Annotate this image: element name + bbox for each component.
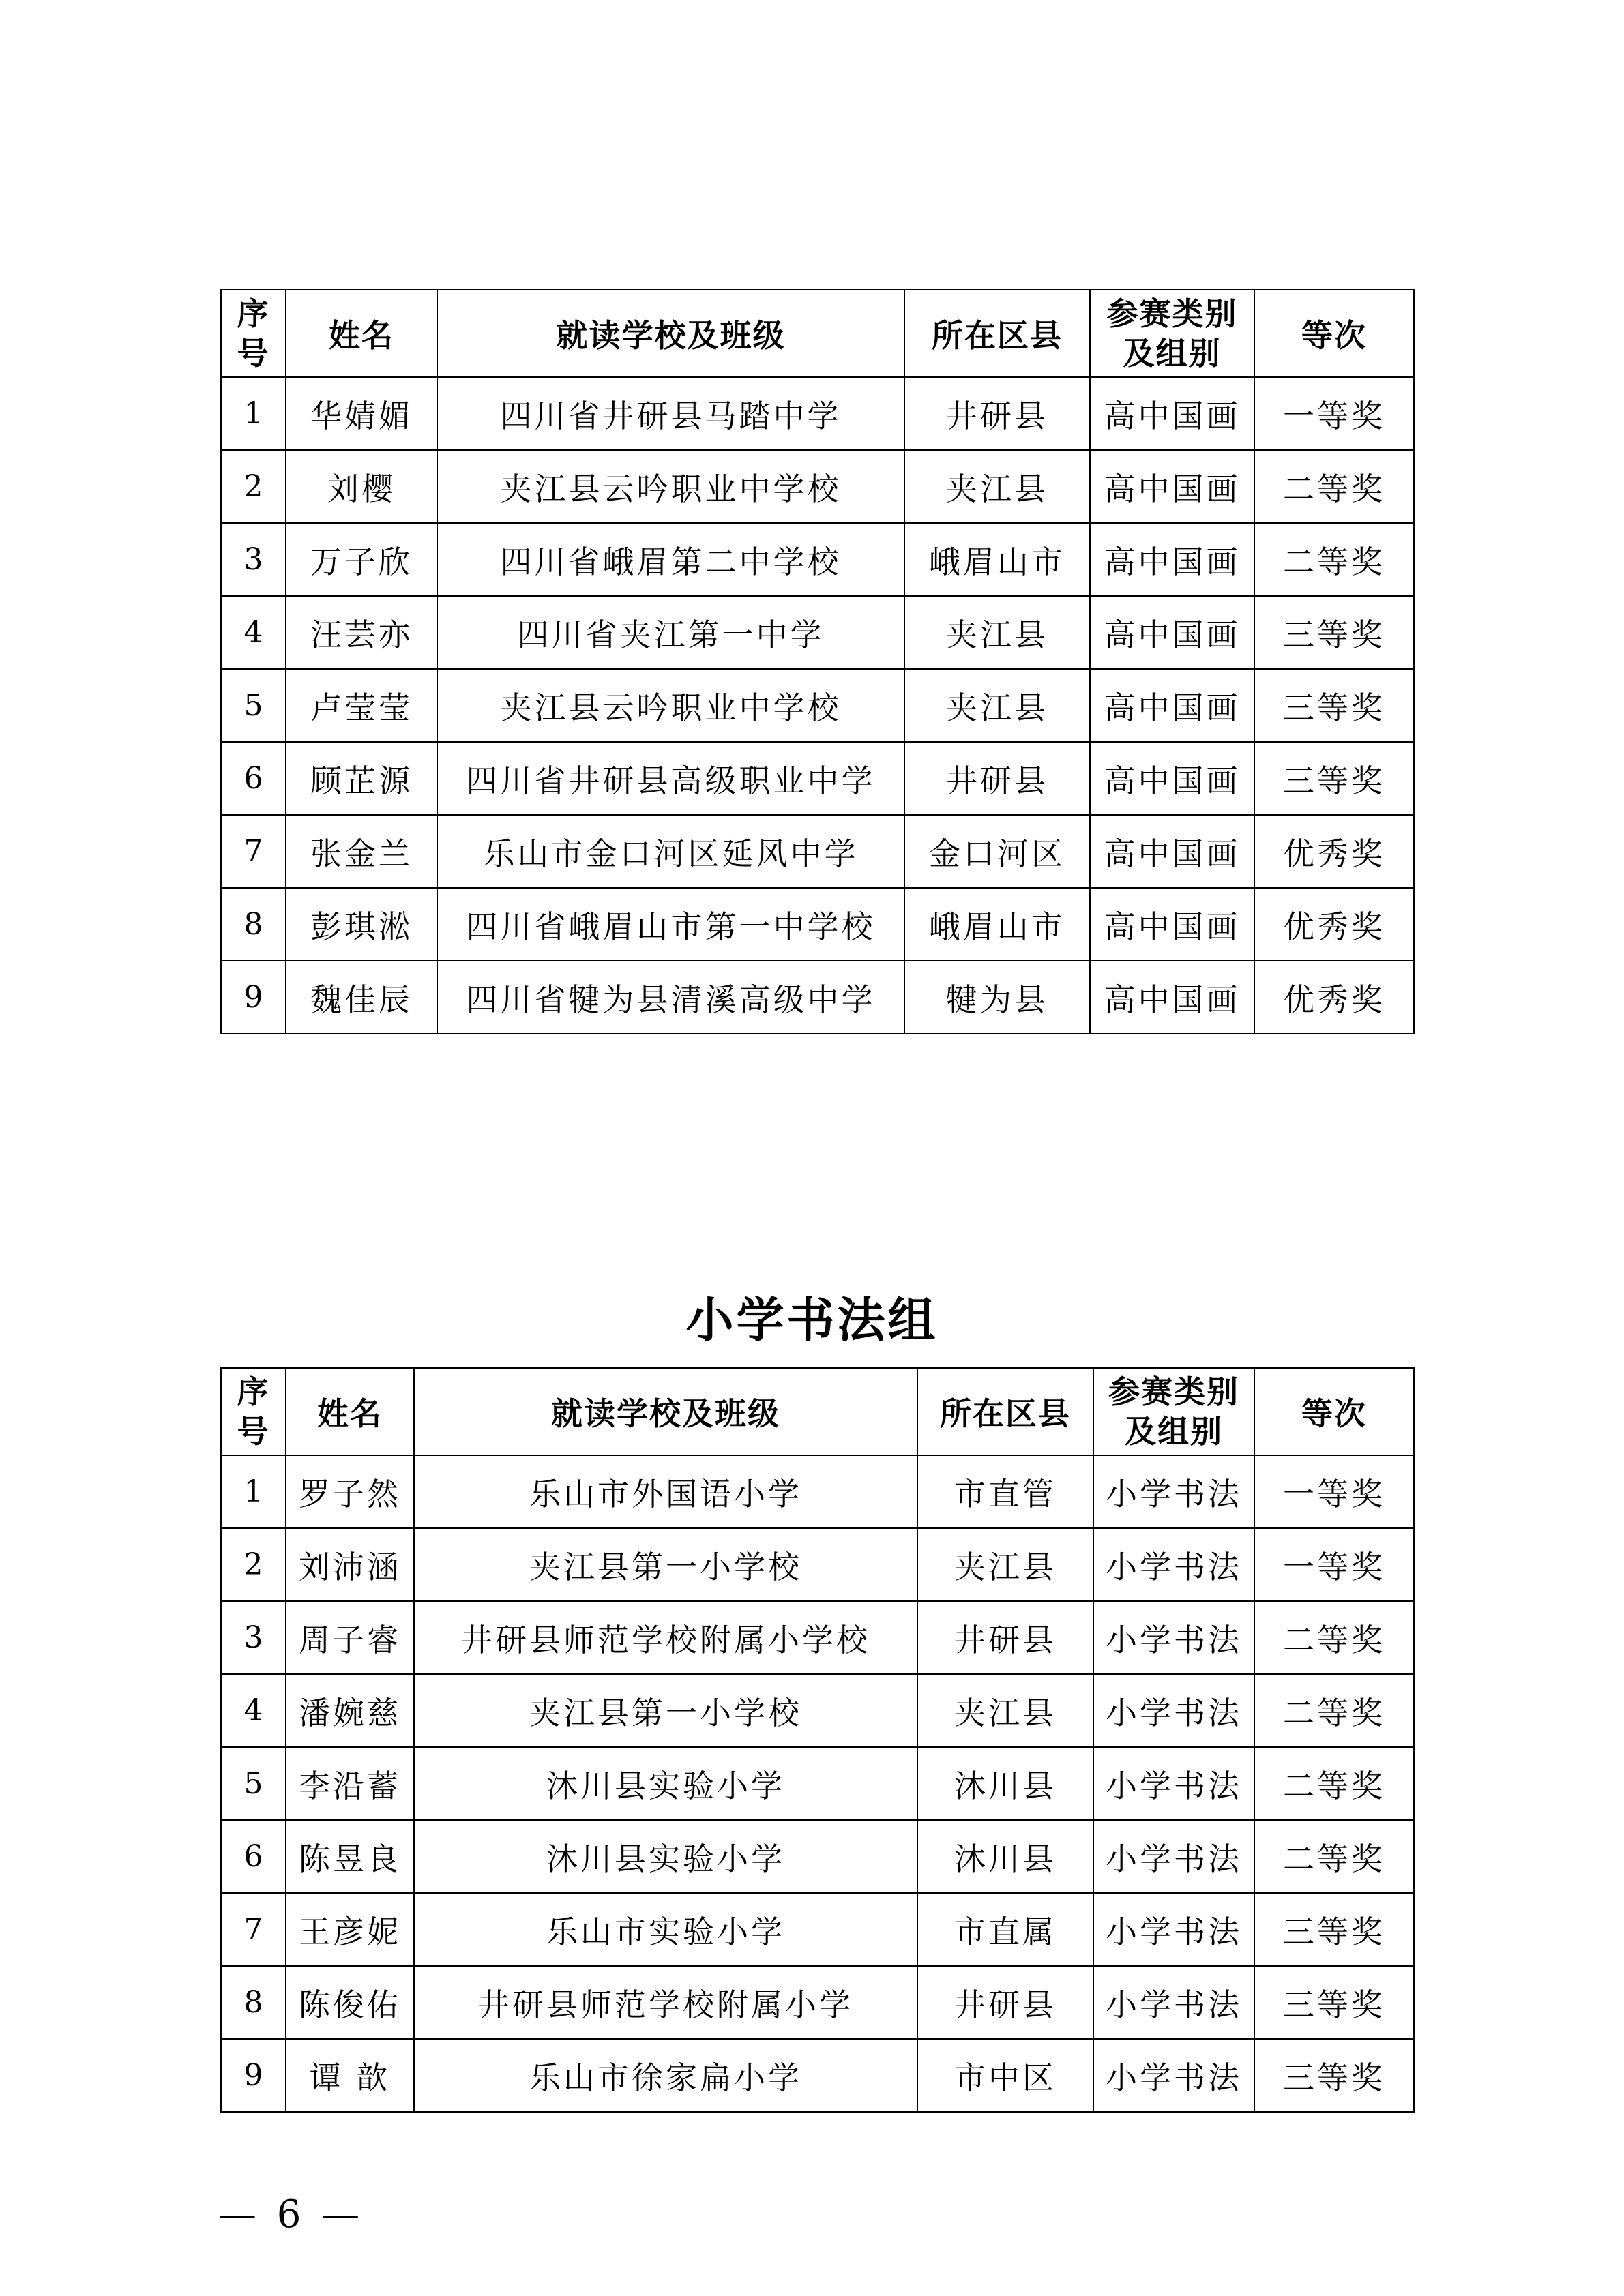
cell-category: 高中国画	[1090, 742, 1254, 815]
table-row	[221, 1747, 1414, 1820]
cell-name: 周子睿	[286, 1601, 414, 1674]
cell-district: 夹江县	[904, 450, 1090, 523]
cell-index: 4	[221, 1674, 286, 1747]
cell-name: 李沿蓄	[286, 1747, 414, 1820]
cell-category: 高中国画	[1090, 961, 1254, 1034]
cell-category: 高中国画	[1090, 450, 1254, 523]
cell-award: 一等奖	[1254, 377, 1414, 450]
cell-school: 四川省峨眉山市第一中学校	[437, 888, 904, 961]
cell-school: 沐川县实验小学	[414, 1747, 917, 1820]
cell-award: 三等奖	[1254, 596, 1414, 669]
cell-name: 华婧媚	[286, 377, 437, 450]
cell-district: 夹江县	[917, 1674, 1093, 1747]
cell-index: 6	[221, 1820, 286, 1893]
cell-name: 陈昱良	[286, 1820, 414, 1893]
cell-name: 潘婉慈	[286, 1674, 414, 1747]
cell-name: 谭 歆	[286, 2039, 414, 2112]
cell-school: 乐山市徐家扁小学	[414, 2039, 917, 2112]
cell-school: 夹江县云吟职业中学校	[437, 669, 904, 742]
cell-name: 陈俊佑	[286, 1966, 414, 2039]
cell-award: 二等奖	[1254, 523, 1414, 596]
cell-school: 四川省峨眉第二中学校	[437, 523, 904, 596]
cell-school: 乐山市实验小学	[414, 1893, 917, 1966]
table-row	[221, 815, 1414, 888]
header-school: 就读学校及班级	[414, 1368, 917, 1455]
cell-name: 张金兰	[286, 815, 437, 888]
header-district: 所在区县	[917, 1368, 1093, 1455]
award-table-high-school-painting	[220, 289, 1415, 1034]
cell-name: 汪芸亦	[286, 596, 437, 669]
cell-index: 7	[221, 1893, 286, 1966]
table-row	[221, 1966, 1414, 2039]
cell-index: 3	[221, 523, 286, 596]
cell-district: 井研县	[904, 742, 1090, 815]
cell-district: 峨眉山市	[904, 523, 1090, 596]
cell-district: 市直管	[917, 1455, 1093, 1528]
cell-award: 三等奖	[1254, 1966, 1414, 2039]
cell-category: 小学书法	[1093, 1528, 1254, 1601]
cell-category: 小学书法	[1093, 1674, 1254, 1747]
cell-category: 小学书法	[1093, 2039, 1254, 2112]
cell-school: 沐川县实验小学	[414, 1820, 917, 1893]
cell-district: 井研县	[917, 1601, 1093, 1674]
section-title: 小学书法组	[685, 1292, 939, 1348]
cell-award: 二等奖	[1254, 1674, 1414, 1747]
cell-index: 6	[221, 742, 286, 815]
award-table-primary-calligraphy	[220, 1367, 1415, 2113]
cell-index: 4	[221, 596, 286, 669]
cell-school: 乐山市金口河区延风中学	[437, 815, 904, 888]
cell-category: 高中国画	[1090, 815, 1254, 888]
cell-category: 高中国画	[1090, 523, 1254, 596]
cell-school: 夹江县云吟职业中学校	[437, 450, 904, 523]
cell-award: 二等奖	[1254, 1820, 1414, 1893]
header-category: 参赛类别及组别	[1090, 290, 1254, 377]
table-header-row	[221, 1368, 1414, 1455]
header-award: 等次	[1254, 1368, 1414, 1455]
cell-school: 井研县师范学校附属小学	[414, 1966, 917, 2039]
cell-name: 罗子然	[286, 1455, 414, 1528]
cell-district: 市直属	[917, 1893, 1093, 1966]
cell-award: 一等奖	[1254, 1455, 1414, 1528]
table-row	[221, 523, 1414, 596]
table-row	[221, 888, 1414, 961]
cell-award: 三等奖	[1254, 2039, 1414, 2112]
table-header-row	[221, 290, 1414, 377]
cell-index: 2	[221, 450, 286, 523]
cell-category: 高中国画	[1090, 377, 1254, 450]
cell-name: 彭琪淞	[286, 888, 437, 961]
cell-school: 夹江县第一小学校	[414, 1674, 917, 1747]
cell-name: 卢莹莹	[286, 669, 437, 742]
header-name: 姓名	[286, 290, 437, 377]
cell-category: 高中国画	[1090, 669, 1254, 742]
cell-name: 魏佳辰	[286, 961, 437, 1034]
cell-award: 三等奖	[1254, 1893, 1414, 1966]
cell-district: 井研县	[904, 377, 1090, 450]
cell-district: 市中区	[917, 2039, 1093, 2112]
cell-index: 3	[221, 1601, 286, 1674]
cell-award: 优秀奖	[1254, 961, 1414, 1034]
cell-district: 犍为县	[904, 961, 1090, 1034]
cell-index: 1	[221, 1455, 286, 1528]
cell-school: 夹江县第一小学校	[414, 1528, 917, 1601]
header-index: 序号	[221, 290, 286, 377]
cell-index: 7	[221, 815, 286, 888]
cell-index: 2	[221, 1528, 286, 1601]
cell-index: 5	[221, 1747, 286, 1820]
header-name: 姓名	[286, 1368, 414, 1455]
cell-award: 优秀奖	[1254, 888, 1414, 961]
cell-category: 高中国画	[1090, 888, 1254, 961]
table-row	[221, 1528, 1414, 1601]
cell-index: 8	[221, 888, 286, 961]
cell-category: 小学书法	[1093, 1455, 1254, 1528]
cell-school: 四川省井研县高级职业中学	[437, 742, 904, 815]
cell-school: 四川省夹江第一中学	[437, 596, 904, 669]
cell-category: 小学书法	[1093, 1747, 1254, 1820]
cell-district: 夹江县	[917, 1528, 1093, 1601]
cell-index: 9	[221, 2039, 286, 2112]
table-row	[221, 1893, 1414, 1966]
cell-award: 三等奖	[1254, 669, 1414, 742]
header-index: 序号	[221, 1368, 286, 1455]
cell-district: 沐川县	[917, 1747, 1093, 1820]
cell-category: 小学书法	[1093, 1820, 1254, 1893]
cell-award: 优秀奖	[1254, 815, 1414, 888]
cell-category: 小学书法	[1093, 1893, 1254, 1966]
table-row	[221, 669, 1414, 742]
cell-name: 万子欣	[286, 523, 437, 596]
cell-name: 王彦妮	[286, 1893, 414, 1966]
header-award: 等次	[1254, 290, 1414, 377]
table-row	[221, 450, 1414, 523]
cell-award: 二等奖	[1254, 450, 1414, 523]
cell-category: 高中国画	[1090, 596, 1254, 669]
cell-name: 顾芷源	[286, 742, 437, 815]
table-row	[221, 961, 1414, 1034]
table-row	[221, 742, 1414, 815]
table-row	[221, 1455, 1414, 1528]
table-row	[221, 377, 1414, 450]
cell-district: 峨眉山市	[904, 888, 1090, 961]
table-row	[221, 2039, 1414, 2112]
cell-district: 夹江县	[904, 669, 1090, 742]
cell-award: 三等奖	[1254, 742, 1414, 815]
cell-district: 井研县	[917, 1966, 1093, 2039]
header-category: 参赛类别及组别	[1093, 1368, 1254, 1455]
page-number: — 6 —	[218, 2192, 364, 2237]
cell-school: 四川省犍为县清溪高级中学	[437, 961, 904, 1034]
cell-category: 小学书法	[1093, 1601, 1254, 1674]
table-row	[221, 1820, 1414, 1893]
cell-index: 1	[221, 377, 286, 450]
cell-index: 8	[221, 1966, 286, 2039]
cell-district: 金口河区	[904, 815, 1090, 888]
cell-district: 夹江县	[904, 596, 1090, 669]
cell-name: 刘樱	[286, 450, 437, 523]
cell-award: 二等奖	[1254, 1601, 1414, 1674]
cell-school: 井研县师范学校附属小学校	[414, 1601, 917, 1674]
table-row	[221, 1601, 1414, 1674]
cell-index: 5	[221, 669, 286, 742]
cell-school: 乐山市外国语小学	[414, 1455, 917, 1528]
cell-award: 二等奖	[1254, 1747, 1414, 1820]
header-district: 所在区县	[904, 290, 1090, 377]
cell-award: 一等奖	[1254, 1528, 1414, 1601]
table-row	[221, 596, 1414, 669]
cell-school: 四川省井研县马踏中学	[437, 377, 904, 450]
header-school: 就读学校及班级	[437, 290, 904, 377]
cell-category: 小学书法	[1093, 1966, 1254, 2039]
table-row	[221, 1674, 1414, 1747]
cell-index: 9	[221, 961, 286, 1034]
cell-district: 沐川县	[917, 1820, 1093, 1893]
cell-name: 刘沛涵	[286, 1528, 414, 1601]
